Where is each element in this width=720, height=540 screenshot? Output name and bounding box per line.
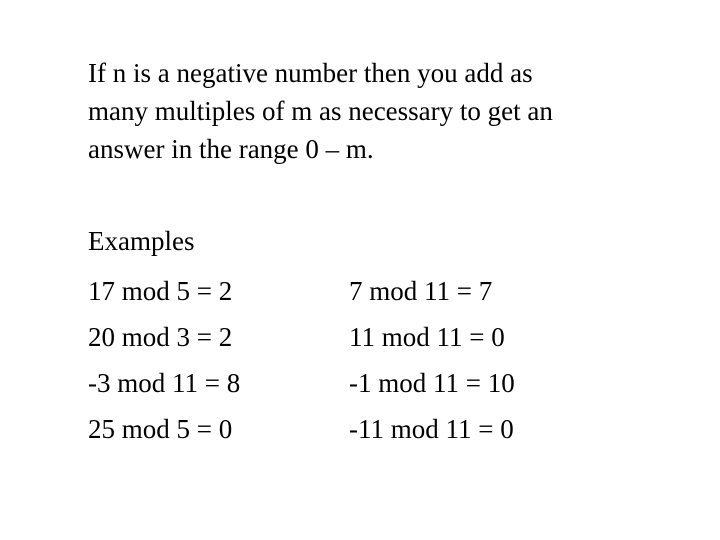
example-item: -11 mod 11 = 0 [349,414,514,444]
examples-heading: Examples [88,226,195,256]
intro-line: many multiples of m as necessary to get an [88,96,553,126]
example-item: -3 mod 11 = 8 [88,368,241,398]
example-item: -1 mod 11 = 10 [349,368,515,398]
intro-line: If n is a negative number then you add as [88,58,533,88]
examples-right-column [349,268,515,452]
intro-paragraph [88,54,688,168]
example-item: 7 mod 11 = 7 [349,276,493,306]
intro-line: answer in the range 0 – m. [88,134,374,164]
examples-left-column [88,268,240,452]
example-item: 11 mod 11 = 0 [349,322,505,352]
example-item: 25 mod 5 = 0 [88,414,233,444]
example-item: 17 mod 5 = 2 [88,276,233,306]
example-item: 20 mod 3 = 2 [88,322,233,352]
